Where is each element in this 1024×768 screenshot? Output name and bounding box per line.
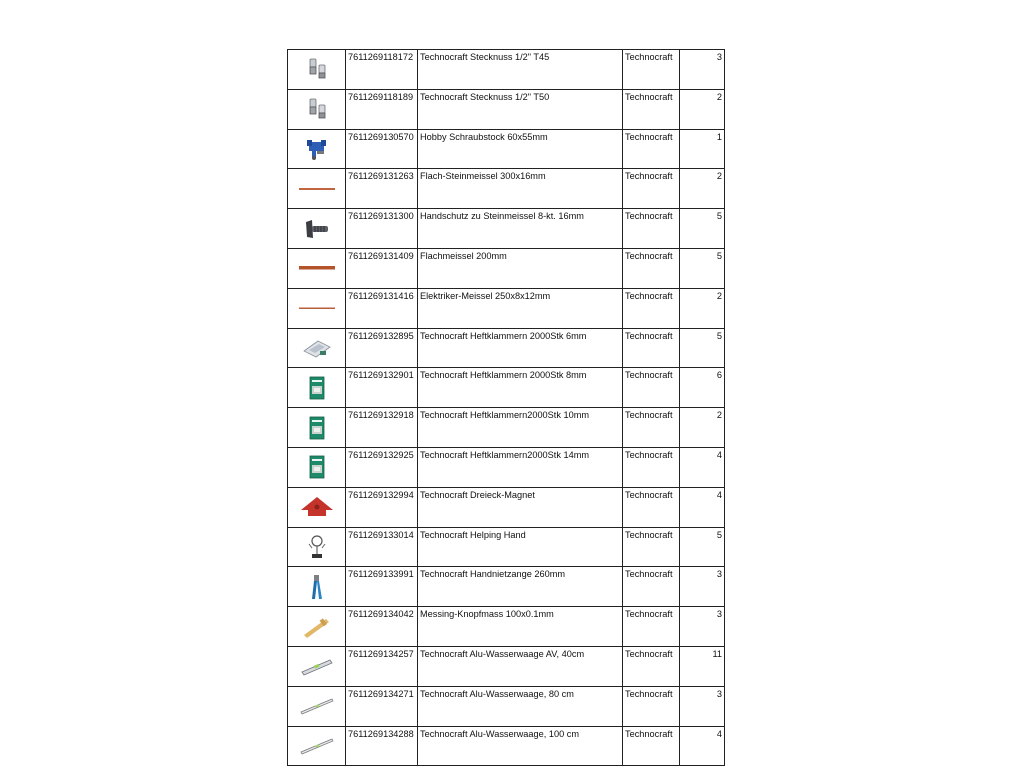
ean-cell: 7611269131416 <box>346 288 418 328</box>
quantity-cell: 4 <box>680 447 725 487</box>
quantity-cell: 3 <box>680 567 725 607</box>
product-name-cell: Technocraft Heftklammern2000Stk 10mm <box>418 408 623 448</box>
product-name-cell: Technocraft Heftklammern2000Stk 14mm <box>418 447 623 487</box>
ean-cell: 7611269134288 <box>346 726 418 766</box>
brand-cell: Technocraft <box>623 646 680 686</box>
ean-cell: 7611269132925 <box>346 447 418 487</box>
staples-pack-icon <box>288 335 345 361</box>
inventory-document <box>287 49 724 739</box>
quantity-cell: 5 <box>680 248 725 288</box>
product-image-cell <box>288 447 346 487</box>
product-name-cell: Hobby Schraubstock 60x55mm <box>418 129 623 169</box>
staples-card-icon <box>288 415 345 441</box>
product-image-cell <box>288 567 346 607</box>
chisel-icon <box>288 185 345 193</box>
quantity-cell: 11 <box>680 646 725 686</box>
brand-cell: Technocraft <box>623 328 680 368</box>
quantity-cell: 2 <box>680 169 725 209</box>
brand-cell: Technocraft <box>623 527 680 567</box>
spirit-level-icon <box>288 654 345 678</box>
product-image-cell <box>288 607 346 647</box>
table-row <box>288 567 725 607</box>
socket-icon <box>288 56 345 82</box>
brand-cell: Technocraft <box>623 408 680 448</box>
product-name-cell: Flachmeissel 200mm <box>418 248 623 288</box>
ean-cell: 7611269132895 <box>346 328 418 368</box>
quantity-cell: 5 <box>680 527 725 567</box>
rivet-plier-icon <box>288 573 345 601</box>
ean-cell: 7611269131300 <box>346 209 418 249</box>
long-level-icon <box>288 696 345 716</box>
vise-icon <box>288 136 345 162</box>
quantity-cell: 4 <box>680 487 725 527</box>
brand-cell: Technocraft <box>623 129 680 169</box>
product-image-cell <box>288 527 346 567</box>
table-row <box>288 129 725 169</box>
table-row <box>288 368 725 408</box>
quantity-cell: 2 <box>680 89 725 129</box>
product-name-cell: Technocraft Alu-Wasserwaage, 100 cm <box>418 726 623 766</box>
quantity-cell: 2 <box>680 288 725 328</box>
table-row <box>288 726 725 766</box>
table-row <box>288 328 725 368</box>
socket-icon <box>288 96 345 122</box>
staples-card-icon <box>288 454 345 480</box>
product-image-cell <box>288 487 346 527</box>
table-row <box>288 607 725 647</box>
brand-cell: Technocraft <box>623 209 680 249</box>
product-image-cell <box>288 89 346 129</box>
product-name-cell: Flach-Steinmeissel 300x16mm <box>418 169 623 209</box>
ean-cell: 7611269130570 <box>346 129 418 169</box>
table-row <box>288 169 725 209</box>
quantity-cell: 5 <box>680 209 725 249</box>
quantity-cell: 6 <box>680 368 725 408</box>
ean-cell: 7611269132901 <box>346 368 418 408</box>
brand-cell: Technocraft <box>623 607 680 647</box>
product-image-cell <box>288 248 346 288</box>
table-row <box>288 447 725 487</box>
quantity-cell: 1 <box>680 129 725 169</box>
product-name-cell: Technocraft Handnietzange 260mm <box>418 567 623 607</box>
product-image-cell <box>288 368 346 408</box>
brand-cell: Technocraft <box>623 567 680 607</box>
brand-cell: Technocraft <box>623 726 680 766</box>
product-image-cell <box>288 209 346 249</box>
ean-cell: 7611269134042 <box>346 607 418 647</box>
product-name-cell: Handschutz zu Steinmeissel 8-kt. 16mm <box>418 209 623 249</box>
ean-cell: 7611269131409 <box>346 248 418 288</box>
product-name-cell: Technocraft Heftklammern 2000Stk 8mm <box>418 368 623 408</box>
staples-card-icon <box>288 375 345 401</box>
ean-cell: 7611269133991 <box>346 567 418 607</box>
quantity-cell: 3 <box>680 686 725 726</box>
quantity-cell: 2 <box>680 408 725 448</box>
quantity-cell: 3 <box>680 50 725 90</box>
ean-cell: 7611269132994 <box>346 487 418 527</box>
product-image-cell <box>288 328 346 368</box>
product-image-cell <box>288 288 346 328</box>
brand-cell: Technocraft <box>623 248 680 288</box>
product-image-cell <box>288 726 346 766</box>
helping-hand-icon <box>288 534 345 560</box>
product-name-cell: Elektriker-Meissel 250x8x12mm <box>418 288 623 328</box>
triangle-magnet-icon <box>288 494 345 520</box>
brand-cell: Technocraft <box>623 368 680 408</box>
ean-cell: 7611269118172 <box>346 50 418 90</box>
ean-cell: 7611269134271 <box>346 686 418 726</box>
brand-cell: Technocraft <box>623 169 680 209</box>
table-row <box>288 248 725 288</box>
quantity-cell: 5 <box>680 328 725 368</box>
electrician-chisel-icon <box>288 304 345 312</box>
table-row <box>288 646 725 686</box>
product-name-cell: Technocraft Helping Hand <box>418 527 623 567</box>
ean-cell: 7611269118189 <box>346 89 418 129</box>
table-row <box>288 89 725 129</box>
brand-cell: Technocraft <box>623 686 680 726</box>
brand-cell: Technocraft <box>623 487 680 527</box>
ean-cell: 7611269134257 <box>346 646 418 686</box>
product-image-cell <box>288 169 346 209</box>
brand-cell: Technocraft <box>623 50 680 90</box>
table-row <box>288 50 725 90</box>
product-name-cell: Technocraft Alu-Wasserwaage AV, 40cm <box>418 646 623 686</box>
flat-chisel-icon <box>288 264 345 272</box>
brand-cell: Technocraft <box>623 89 680 129</box>
ean-cell: 7611269131263 <box>346 169 418 209</box>
long-level-icon <box>288 736 345 756</box>
product-name-cell: Technocraft Dreieck-Magnet <box>418 487 623 527</box>
table-row <box>288 686 725 726</box>
product-name-cell: Technocraft Stecknuss 1/2" T45 <box>418 50 623 90</box>
quantity-cell: 4 <box>680 726 725 766</box>
inventory-table <box>287 49 725 766</box>
hand-guard-icon <box>288 218 345 240</box>
table-body <box>288 50 725 766</box>
product-name-cell: Technocraft Stecknuss 1/2" T50 <box>418 89 623 129</box>
product-image-cell <box>288 408 346 448</box>
product-image-cell <box>288 50 346 90</box>
brand-cell: Technocraft <box>623 288 680 328</box>
product-image-cell <box>288 686 346 726</box>
table-row <box>288 527 725 567</box>
table-row <box>288 288 725 328</box>
caliper-icon <box>288 614 345 640</box>
brand-cell: Technocraft <box>623 447 680 487</box>
quantity-cell: 3 <box>680 607 725 647</box>
table-row <box>288 408 725 448</box>
product-name-cell: Technocraft Alu-Wasserwaage, 80 cm <box>418 686 623 726</box>
ean-cell: 7611269133014 <box>346 527 418 567</box>
product-image-cell <box>288 646 346 686</box>
table-row <box>288 209 725 249</box>
product-name-cell: Messing-Knopfmass 100x0.1mm <box>418 607 623 647</box>
table-row <box>288 487 725 527</box>
ean-cell: 7611269132918 <box>346 408 418 448</box>
product-image-cell <box>288 129 346 169</box>
product-name-cell: Technocraft Heftklammern 2000Stk 6mm <box>418 328 623 368</box>
